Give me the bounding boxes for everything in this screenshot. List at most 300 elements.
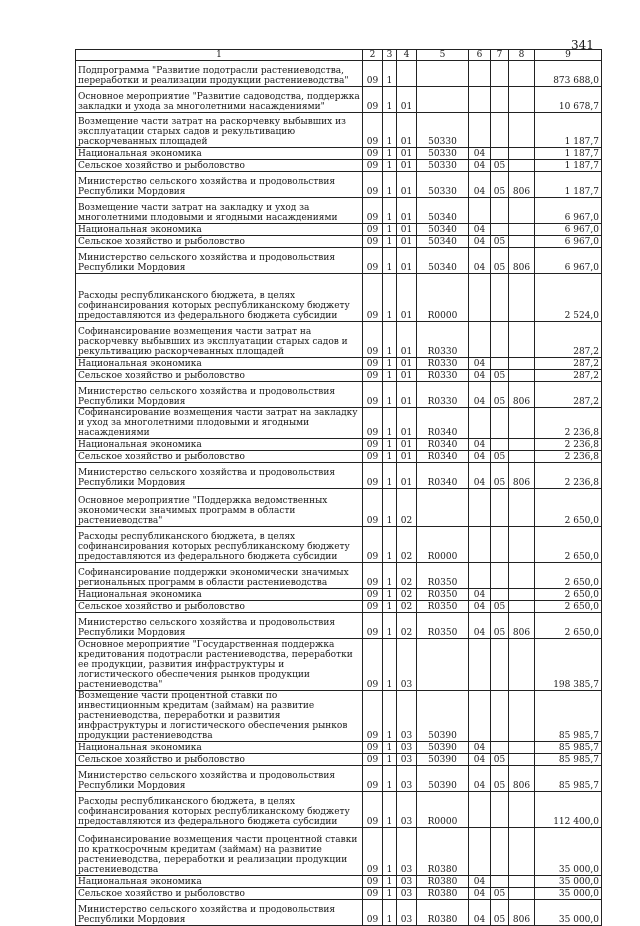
page-number: 341 xyxy=(571,38,594,52)
amount-cell: 1 187,7 xyxy=(535,148,602,160)
code-cell xyxy=(509,691,535,742)
code-cell xyxy=(469,639,491,691)
row-name-cell: Национальная экономика xyxy=(76,224,363,236)
budget-table xyxy=(75,49,602,926)
code-cell xyxy=(491,408,509,439)
code-cell xyxy=(509,439,535,451)
header-cell: 2 xyxy=(363,50,383,61)
row-name-cell: Сельское хозяйство и рыболовство xyxy=(76,601,363,613)
code-cell: 1 xyxy=(383,370,397,382)
code-cell xyxy=(491,358,509,370)
amount-cell: 1 187,7 xyxy=(535,113,602,148)
code-cell: 09 xyxy=(363,451,383,463)
code-cell: 01 xyxy=(397,451,417,463)
table-row xyxy=(76,439,602,451)
code-cell: 01 xyxy=(397,463,417,489)
amount-cell: 2 650,0 xyxy=(535,601,602,613)
code-cell: 1 xyxy=(383,61,397,87)
code-cell: 05 xyxy=(491,451,509,463)
code-cell: 04 xyxy=(469,888,491,900)
code-cell: R0330 xyxy=(417,370,469,382)
code-cell xyxy=(509,408,535,439)
amount-cell: 85 985,7 xyxy=(535,766,602,792)
code-cell: 03 xyxy=(397,888,417,900)
code-cell: 09 xyxy=(363,439,383,451)
amount-cell: 2 650,0 xyxy=(535,527,602,563)
code-cell: 04 xyxy=(469,754,491,766)
code-cell: 1 xyxy=(383,224,397,236)
row-name-cell: Основное мероприятие "Поддержка ведомственных экономически значимых программ в области растениеводства" xyxy=(76,489,363,527)
amount-cell: 2 650,0 xyxy=(535,613,602,639)
code-cell: 09 xyxy=(363,766,383,792)
code-cell: 01 xyxy=(397,198,417,224)
amount-cell: 287,2 xyxy=(535,370,602,382)
code-cell: 50390 xyxy=(417,754,469,766)
code-cell xyxy=(491,792,509,828)
code-cell: 04 xyxy=(469,148,491,160)
row-name-cell: Национальная экономика xyxy=(76,358,363,370)
code-cell: 09 xyxy=(363,900,383,926)
code-cell: 1 xyxy=(383,408,397,439)
code-cell: 09 xyxy=(363,322,383,358)
amount-cell: 85 985,7 xyxy=(535,742,602,754)
code-cell: 806 xyxy=(509,613,535,639)
code-cell: 806 xyxy=(509,463,535,489)
row-name-cell: Возмещение части процентной ставки по инвестиционным кредитам (займам) на развитие растениеводства, переработки и развития инфраструктуры и логистического обеспечения рынков продукции растениеводства xyxy=(76,691,363,742)
code-cell xyxy=(417,639,469,691)
table-row xyxy=(76,754,602,766)
code-cell xyxy=(491,87,509,113)
code-cell: 01 xyxy=(397,148,417,160)
code-cell: 1 xyxy=(383,451,397,463)
row-name-cell: Расходы республиканского бюджета, в целях софинансирования которых республиканскому бюджету предоставляются из федерального бюджета субсидии xyxy=(76,274,363,322)
code-cell: R0350 xyxy=(417,601,469,613)
code-cell: 09 xyxy=(363,148,383,160)
code-cell: 1 xyxy=(383,463,397,489)
table-row xyxy=(76,691,602,742)
code-cell: 04 xyxy=(469,382,491,408)
code-cell: 1 xyxy=(383,589,397,601)
code-cell xyxy=(417,489,469,527)
amount-cell: 112 400,0 xyxy=(535,792,602,828)
code-cell: 1 xyxy=(383,160,397,172)
row-name-cell: Подпрограмма "Развитие подотрасли растениеводства, переработки и реализации продукции растениеводства" xyxy=(76,61,363,87)
row-name-cell: Сельское хозяйство и рыболовство xyxy=(76,370,363,382)
code-cell xyxy=(491,274,509,322)
row-name-cell: Основное мероприятие "Государственная поддержка кредитования подотрасли растениеводства, переработки ее продукции, развития инфраструктуры и логистического обеспечения рынков продукции растениеводства" xyxy=(76,639,363,691)
code-cell: 02 xyxy=(397,613,417,639)
code-cell xyxy=(509,358,535,370)
table-row xyxy=(76,148,602,160)
row-name-cell: Министерство сельского хозяйства и продовольствия Республики Мордовия xyxy=(76,463,363,489)
code-cell: R0350 xyxy=(417,613,469,639)
code-cell: 01 xyxy=(397,322,417,358)
code-cell: 04 xyxy=(469,876,491,888)
table-row xyxy=(76,888,602,900)
code-cell: 1 xyxy=(383,900,397,926)
code-cell: R0330 xyxy=(417,382,469,408)
table-row xyxy=(76,370,602,382)
row-name-cell: Национальная экономика xyxy=(76,148,363,160)
code-cell: 806 xyxy=(509,382,535,408)
code-cell: 1 xyxy=(383,382,397,408)
code-cell: 09 xyxy=(363,888,383,900)
code-cell: R0000 xyxy=(417,274,469,322)
header-cell: 9 xyxy=(535,50,602,61)
table-row xyxy=(76,322,602,358)
code-cell: 806 xyxy=(509,248,535,274)
code-cell: 09 xyxy=(363,358,383,370)
code-cell: 1 xyxy=(383,322,397,358)
row-name-cell: Софинансирование возмещения части процентной ставки по краткосрочным кредитам (займам) на развитие растениеводства, переработки и реализации продукции растениеводства xyxy=(76,828,363,876)
row-name-cell: Возмещение части затрат на раскорчевку выбывших из эксплуатации старых садов и рекультивацию раскорчеванных площадей xyxy=(76,113,363,148)
amount-cell: 6 967,0 xyxy=(535,198,602,224)
code-cell xyxy=(491,322,509,358)
table-row xyxy=(76,87,602,113)
code-cell: R0350 xyxy=(417,563,469,589)
code-cell: 09 xyxy=(363,754,383,766)
code-cell xyxy=(491,61,509,87)
code-cell: 05 xyxy=(491,248,509,274)
row-name-cell: Сельское хозяйство и рыболовство xyxy=(76,754,363,766)
code-cell xyxy=(509,742,535,754)
code-cell: 02 xyxy=(397,489,417,527)
row-name-cell: Сельское хозяйство и рыболовство xyxy=(76,236,363,248)
code-cell: 05 xyxy=(491,160,509,172)
code-cell: 05 xyxy=(491,236,509,248)
code-cell: 01 xyxy=(397,236,417,248)
code-cell: 03 xyxy=(397,742,417,754)
code-cell xyxy=(469,828,491,876)
amount-cell: 2 650,0 xyxy=(535,489,602,527)
table-row xyxy=(76,601,602,613)
row-name-cell: Министерство сельского хозяйства и продовольствия Республики Мордовия xyxy=(76,248,363,274)
code-cell: R0340 xyxy=(417,408,469,439)
code-cell xyxy=(469,408,491,439)
code-cell: 1 xyxy=(383,172,397,198)
code-cell: R0380 xyxy=(417,876,469,888)
code-cell: 05 xyxy=(491,370,509,382)
amount-cell: 10 678,7 xyxy=(535,87,602,113)
code-cell: 05 xyxy=(491,888,509,900)
code-cell: 09 xyxy=(363,61,383,87)
code-cell xyxy=(491,527,509,563)
table-row xyxy=(76,198,602,224)
code-cell xyxy=(469,322,491,358)
code-cell: 04 xyxy=(469,451,491,463)
code-cell: 50340 xyxy=(417,224,469,236)
table-row xyxy=(76,463,602,489)
code-cell xyxy=(509,876,535,888)
code-cell: 1 xyxy=(383,888,397,900)
code-cell: 09 xyxy=(363,408,383,439)
code-cell: 01 xyxy=(397,172,417,198)
code-cell: 1 xyxy=(383,691,397,742)
code-cell: 50340 xyxy=(417,248,469,274)
code-cell: 1 xyxy=(383,563,397,589)
amount-cell: 2 236,8 xyxy=(535,451,602,463)
table-row xyxy=(76,792,602,828)
code-cell: 01 xyxy=(397,113,417,148)
code-cell xyxy=(469,691,491,742)
code-cell: R0000 xyxy=(417,792,469,828)
code-cell: 806 xyxy=(509,172,535,198)
header-cell: 7 xyxy=(491,50,509,61)
code-cell: R0380 xyxy=(417,888,469,900)
code-cell xyxy=(509,148,535,160)
code-cell: 09 xyxy=(363,639,383,691)
row-name-cell: Возмещение части затрат на закладку и уход за многолетними плодовыми и ягодными насаждениями xyxy=(76,198,363,224)
code-cell xyxy=(469,198,491,224)
code-cell: 1 xyxy=(383,358,397,370)
code-cell: 50330 xyxy=(417,148,469,160)
code-cell: R0340 xyxy=(417,451,469,463)
code-cell: 04 xyxy=(469,601,491,613)
code-cell: 04 xyxy=(469,370,491,382)
code-cell: 04 xyxy=(469,358,491,370)
code-cell xyxy=(509,113,535,148)
code-cell: 50340 xyxy=(417,236,469,248)
code-cell: 04 xyxy=(469,236,491,248)
code-cell: 09 xyxy=(363,224,383,236)
code-cell: 01 xyxy=(397,370,417,382)
code-cell: 01 xyxy=(397,408,417,439)
amount-cell: 287,2 xyxy=(535,322,602,358)
code-cell: 1 xyxy=(383,113,397,148)
amount-cell: 873 688,0 xyxy=(535,61,602,87)
code-cell: 1 xyxy=(383,876,397,888)
amount-cell: 2 236,8 xyxy=(535,463,602,489)
header-cell: 3 xyxy=(383,50,397,61)
code-cell: 1 xyxy=(383,828,397,876)
code-cell: 09 xyxy=(363,198,383,224)
code-cell: 01 xyxy=(397,87,417,113)
code-cell xyxy=(509,792,535,828)
code-cell: 05 xyxy=(491,754,509,766)
code-cell: R0330 xyxy=(417,322,469,358)
table-row xyxy=(76,828,602,876)
code-cell: 03 xyxy=(397,792,417,828)
code-cell xyxy=(469,274,491,322)
code-cell: 1 xyxy=(383,87,397,113)
row-name-cell: Министерство сельского хозяйства и продовольствия Республики Мордовия xyxy=(76,900,363,926)
table-row xyxy=(76,563,602,589)
code-cell: 09 xyxy=(363,601,383,613)
code-cell: 1 xyxy=(383,527,397,563)
code-cell xyxy=(509,601,535,613)
code-cell: 806 xyxy=(509,766,535,792)
row-name-cell: Министерство сельского хозяйства и продовольствия Республики Мордовия xyxy=(76,172,363,198)
code-cell: 03 xyxy=(397,639,417,691)
code-cell: 09 xyxy=(363,742,383,754)
code-cell: R0350 xyxy=(417,589,469,601)
code-cell: 09 xyxy=(363,489,383,527)
amount-cell: 6 967,0 xyxy=(535,236,602,248)
code-cell: R0380 xyxy=(417,900,469,926)
table-row xyxy=(76,113,602,148)
code-cell: 09 xyxy=(363,527,383,563)
row-name-cell: Министерство сельского хозяйства и продовольствия Республики Мордовия xyxy=(76,766,363,792)
code-cell: 05 xyxy=(491,172,509,198)
code-cell: 1 xyxy=(383,754,397,766)
code-cell: 1 xyxy=(383,489,397,527)
row-name-cell: Национальная экономика xyxy=(76,589,363,601)
code-cell: 05 xyxy=(491,613,509,639)
code-cell: 50330 xyxy=(417,160,469,172)
amount-cell: 287,2 xyxy=(535,382,602,408)
code-cell: 09 xyxy=(363,113,383,148)
code-cell: 50340 xyxy=(417,198,469,224)
row-name-cell: Софинансирование возмещения части затрат на раскорчевку выбывших из эксплуатации старых садов и рекультивацию раскорчеванных площадей xyxy=(76,322,363,358)
table-header-row xyxy=(76,50,602,61)
table-row xyxy=(76,61,602,87)
code-cell: 1 xyxy=(383,248,397,274)
row-name-cell: Министерство сельского хозяйства и продовольствия Республики Мордовия xyxy=(76,613,363,639)
code-cell xyxy=(509,236,535,248)
code-cell: 04 xyxy=(469,439,491,451)
code-cell: R0000 xyxy=(417,527,469,563)
code-cell xyxy=(509,489,535,527)
code-cell: 04 xyxy=(469,224,491,236)
row-name-cell: Сельское хозяйство и рыболовство xyxy=(76,451,363,463)
row-name-cell: Национальная экономика xyxy=(76,742,363,754)
code-cell: 01 xyxy=(397,358,417,370)
table-row xyxy=(76,876,602,888)
code-cell: 09 xyxy=(363,828,383,876)
code-cell: 04 xyxy=(469,742,491,754)
code-cell: 09 xyxy=(363,87,383,113)
amount-cell: 2 524,0 xyxy=(535,274,602,322)
row-name-cell: Сельское хозяйство и рыболовство xyxy=(76,160,363,172)
code-cell: 1 xyxy=(383,639,397,691)
code-cell xyxy=(509,527,535,563)
code-cell: 09 xyxy=(363,236,383,248)
amount-cell: 2 650,0 xyxy=(535,589,602,601)
code-cell xyxy=(509,61,535,87)
amount-cell: 35 000,0 xyxy=(535,888,602,900)
code-cell: 03 xyxy=(397,754,417,766)
code-cell: 03 xyxy=(397,876,417,888)
code-cell: 1 xyxy=(383,148,397,160)
code-cell xyxy=(509,828,535,876)
code-cell: R0340 xyxy=(417,463,469,489)
table-row xyxy=(76,236,602,248)
table-row xyxy=(76,382,602,408)
code-cell: 09 xyxy=(363,613,383,639)
code-cell: 1 xyxy=(383,792,397,828)
code-cell: 09 xyxy=(363,876,383,888)
row-name-cell: Основное мероприятие "Развитие садоводства, поддержка закладки и ухода за многолетними насаждениями" xyxy=(76,87,363,113)
code-cell xyxy=(491,439,509,451)
code-cell: 1 xyxy=(383,613,397,639)
code-cell: 09 xyxy=(363,589,383,601)
code-cell: 09 xyxy=(363,382,383,408)
code-cell xyxy=(469,527,491,563)
row-name-cell: Национальная экономика xyxy=(76,439,363,451)
row-name-cell: Министерство сельского хозяйства и продовольствия Республики Мордовия xyxy=(76,382,363,408)
code-cell: 806 xyxy=(509,900,535,926)
code-cell: R0330 xyxy=(417,358,469,370)
table-row xyxy=(76,408,602,439)
code-cell: 04 xyxy=(469,248,491,274)
code-cell: 09 xyxy=(363,792,383,828)
code-cell xyxy=(509,370,535,382)
code-cell: 05 xyxy=(491,601,509,613)
code-cell: 1 xyxy=(383,274,397,322)
row-name-cell: Расходы республиканского бюджета, в целях софинансирования которых республиканскому бюджету предоставляются из федерального бюджета субсидии xyxy=(76,792,363,828)
amount-cell: 2 236,8 xyxy=(535,408,602,439)
row-name-cell: Софинансирование поддержки экономически значимых региональных программ в области растениеводства xyxy=(76,563,363,589)
code-cell: 05 xyxy=(491,900,509,926)
amount-cell: 2 236,8 xyxy=(535,439,602,451)
code-cell: 1 xyxy=(383,766,397,792)
code-cell: 01 xyxy=(397,439,417,451)
code-cell xyxy=(509,589,535,601)
code-cell: 01 xyxy=(397,248,417,274)
code-cell: 04 xyxy=(469,160,491,172)
code-cell: 05 xyxy=(491,463,509,489)
code-cell: 01 xyxy=(397,382,417,408)
code-cell: 50390 xyxy=(417,766,469,792)
code-cell xyxy=(491,876,509,888)
table-row xyxy=(76,451,602,463)
table-row xyxy=(76,900,602,926)
code-cell xyxy=(509,563,535,589)
amount-cell: 6 967,0 xyxy=(535,224,602,236)
amount-cell: 35 000,0 xyxy=(535,876,602,888)
code-cell xyxy=(509,87,535,113)
code-cell xyxy=(509,198,535,224)
code-cell: 1 xyxy=(383,601,397,613)
code-cell: 09 xyxy=(363,248,383,274)
code-cell xyxy=(509,754,535,766)
code-cell xyxy=(469,489,491,527)
table-row xyxy=(76,613,602,639)
code-cell xyxy=(469,61,491,87)
code-cell: 04 xyxy=(469,766,491,792)
code-cell xyxy=(491,113,509,148)
code-cell: 50390 xyxy=(417,742,469,754)
code-cell: 02 xyxy=(397,601,417,613)
amount-cell: 6 967,0 xyxy=(535,248,602,274)
code-cell xyxy=(509,451,535,463)
code-cell xyxy=(469,87,491,113)
table-row xyxy=(76,766,602,792)
code-cell: 1 xyxy=(383,236,397,248)
table-row xyxy=(76,742,602,754)
header-cell: 5 xyxy=(417,50,469,61)
code-cell: 03 xyxy=(397,828,417,876)
code-cell: 09 xyxy=(363,370,383,382)
row-name-cell: Национальная экономика xyxy=(76,876,363,888)
table-row xyxy=(76,224,602,236)
code-cell xyxy=(417,61,469,87)
code-cell: 03 xyxy=(397,900,417,926)
row-name-cell: Расходы республиканского бюджета, в целях софинансирования которых республиканскому бюджету предоставляются из федерального бюджета субсидии xyxy=(76,527,363,563)
table-row xyxy=(76,639,602,691)
code-cell: 1 xyxy=(383,198,397,224)
code-cell: 02 xyxy=(397,527,417,563)
table-row xyxy=(76,527,602,563)
code-cell xyxy=(491,489,509,527)
code-cell: 03 xyxy=(397,766,417,792)
code-cell: 02 xyxy=(397,589,417,601)
code-cell xyxy=(397,61,417,87)
amount-cell: 85 985,7 xyxy=(535,691,602,742)
amount-cell: 35 000,0 xyxy=(535,828,602,876)
code-cell xyxy=(491,148,509,160)
code-cell: R0380 xyxy=(417,828,469,876)
